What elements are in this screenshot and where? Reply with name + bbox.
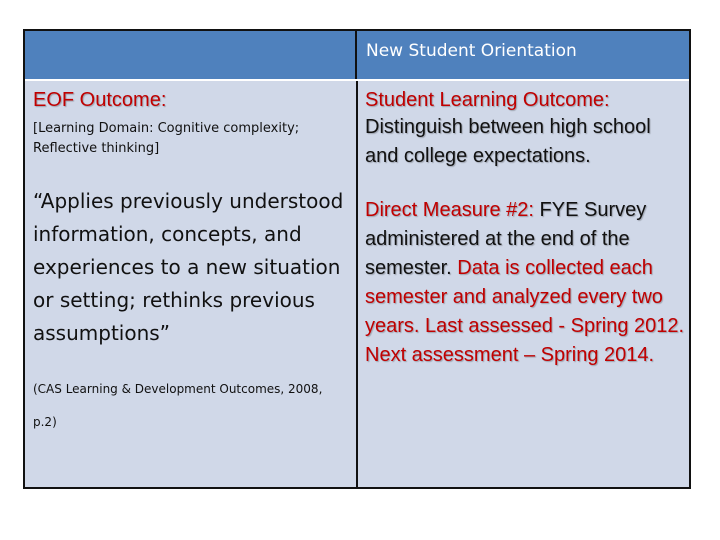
slo-heading: Student Learning Outcome: (365, 89, 610, 111)
eof-outcome-heading: EOF Outcome: (33, 89, 167, 111)
direct-measure-text: FYE Survey administered at the end of the semester. (365, 199, 647, 279)
table-body-row (25, 79, 689, 487)
column-divider (356, 81, 358, 487)
student-learning-outcome-cell (365, 87, 687, 370)
citation-text: (CAS Learning & Development Outcomes, 2008, p.2) (33, 382, 323, 429)
direct-measure-label: Direct Measure #2: (365, 199, 534, 221)
slo-text: Distinguish between high school and college expectations. (365, 116, 651, 167)
learning-domain-text: [Learning Domain: Cognitive complexity; Reflective thinking] (33, 121, 300, 156)
header-cell-program: New Student Orientation (357, 31, 689, 79)
outcome-quote: “Applies previously understood information, concepts, and experiences to a new situation or setting; rethinks previous assumptions” (33, 189, 344, 345)
assessment-schedule-text: Data is collected each semester and analyzed every two years. Last assessed - Spring 2012. Next assessment – Spring 2014. (365, 257, 685, 366)
table-header-row (25, 31, 689, 79)
direct-measure-paragraph (365, 196, 687, 370)
outcome-table (23, 29, 691, 489)
header-cell-left (25, 31, 357, 79)
eof-outcome-cell (33, 87, 349, 439)
